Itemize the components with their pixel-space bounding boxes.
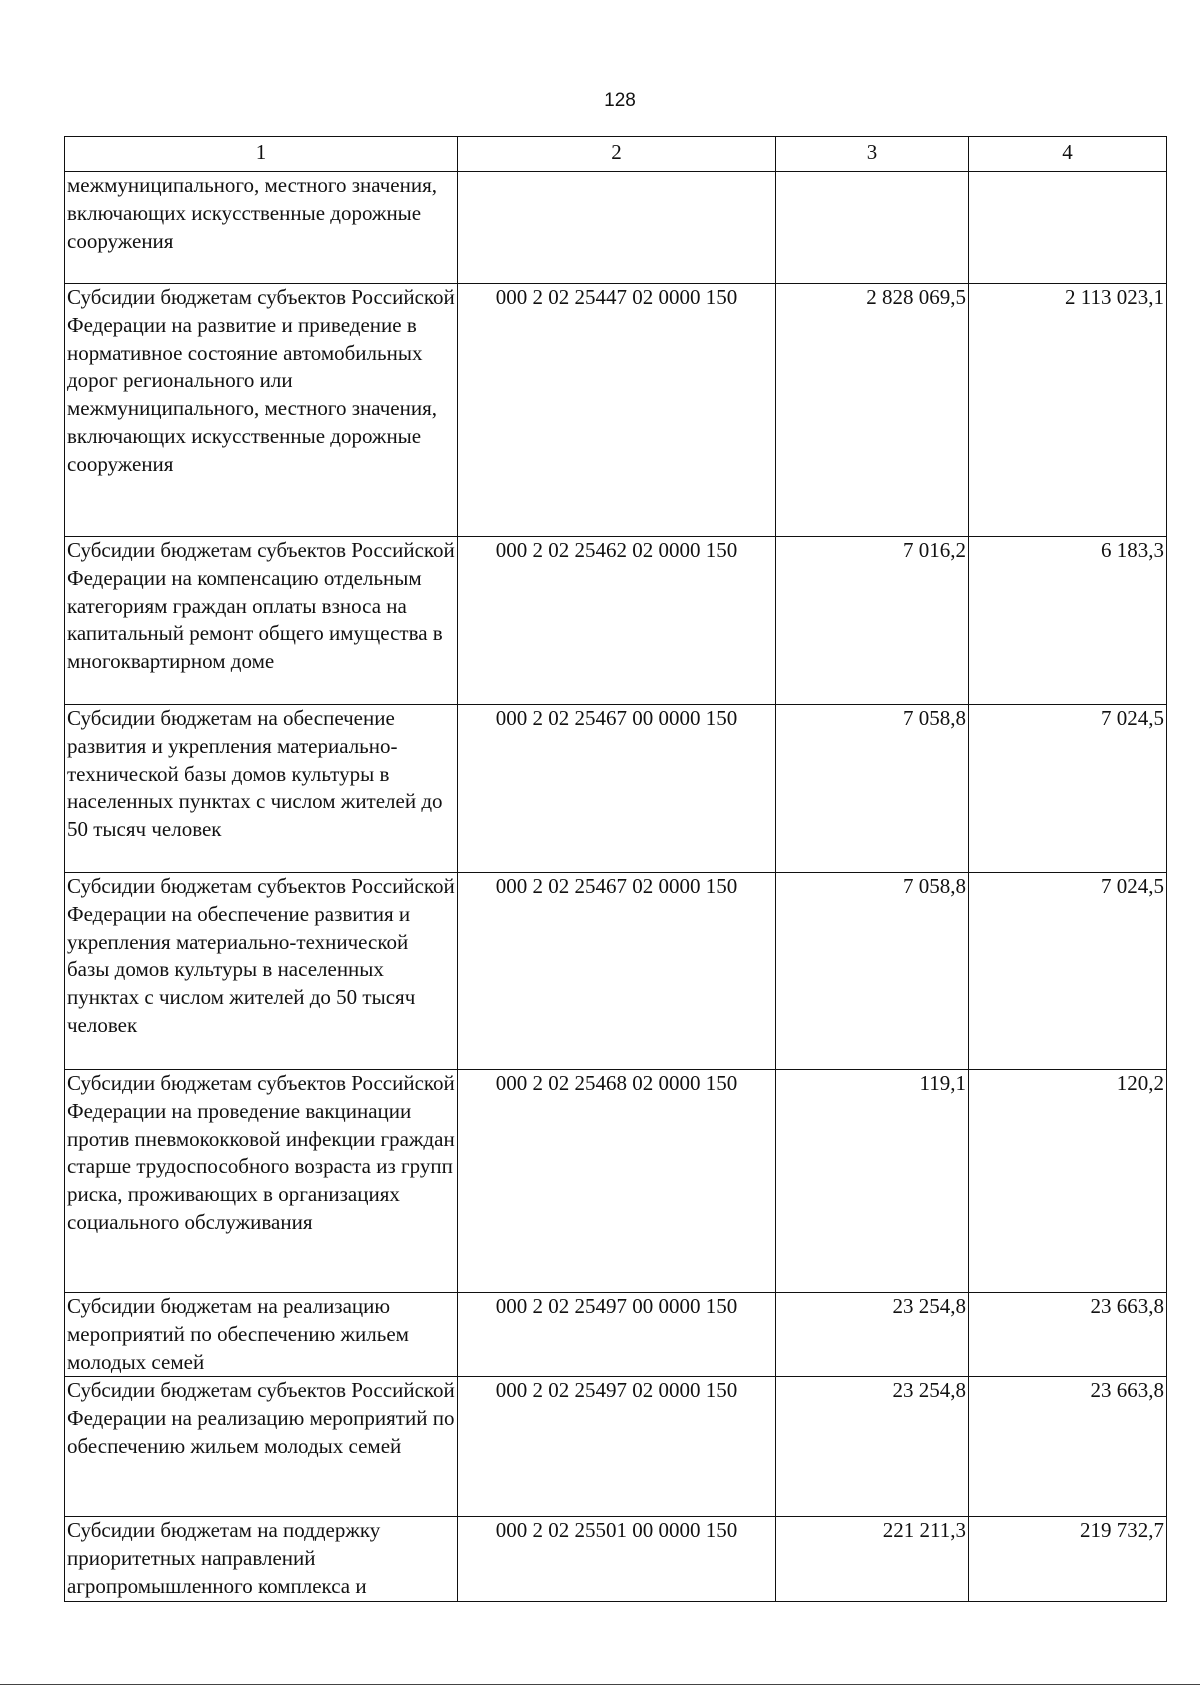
row-budget-code: 000 2 02 25447 02 0000 150 xyxy=(458,284,776,537)
row-value-col4: 2 113 023,1 xyxy=(969,284,1167,537)
row-value-col4: 23 663,8 xyxy=(969,1293,1167,1377)
table-row xyxy=(65,284,1167,537)
row-budget-code: 000 2 02 25467 02 0000 150 xyxy=(458,873,776,1070)
table-row xyxy=(65,1293,1167,1377)
table-row xyxy=(65,873,1167,1070)
bottom-rule xyxy=(0,1684,1200,1685)
table-row xyxy=(65,1377,1167,1517)
row-value-col4: 23 663,8 xyxy=(969,1377,1167,1517)
row-value-col4: 7 024,5 xyxy=(969,705,1167,873)
row-value-col3: 119,1 xyxy=(776,1070,969,1293)
row-value-col3: 221 211,3 xyxy=(776,1517,969,1601)
row-value-col4: 120,2 xyxy=(969,1070,1167,1293)
row-value-col3: 7 058,8 xyxy=(776,873,969,1070)
row-budget-code: 000 2 02 25462 02 0000 150 xyxy=(458,537,776,705)
row-value-col3: 23 254,8 xyxy=(776,1293,969,1377)
table-row xyxy=(65,172,1167,284)
table-row xyxy=(65,537,1167,705)
row-value-col3: 2 828 069,5 xyxy=(776,284,969,537)
row-description: Субсидии бюджетам субъектов Российской Федерации на развитие и приведение в нормативное состояние автомобильных дорог регионального или межмуниципального, местного значения, включающих искусственные дорожные сооружения xyxy=(65,284,458,537)
column-header-1: 1 xyxy=(65,137,458,172)
table-row xyxy=(65,705,1167,873)
row-description: межмуниципального, местного значения, включающих искусственные дорожные сооружения xyxy=(65,172,458,284)
row-budget-code: 000 2 02 25501 00 0000 150 xyxy=(458,1517,776,1601)
row-description: Субсидии бюджетам субъектов Российской Федерации на обеспечение развития и укрепления материально-технической базы домов культуры в населенных пунктах с числом жителей до 50 тысяч человек xyxy=(65,873,458,1070)
table-row xyxy=(65,1070,1167,1293)
row-budget-code: 000 2 02 25497 00 0000 150 xyxy=(458,1293,776,1377)
row-description: Субсидии бюджетам субъектов Российской Федерации на проведение вакцинации против пневмококковой инфекции граждан старше трудоспособного возраста из групп риска, проживающих в организациях социального обслуживания xyxy=(65,1070,458,1293)
table-row xyxy=(65,1517,1167,1601)
row-description: Субсидии бюджетам на обеспечение развития и укрепления материально-технической базы домов культуры в населенных пунктах с числом жителей до 50 тысяч человек xyxy=(65,705,458,873)
row-value-col4: 7 024,5 xyxy=(969,873,1167,1070)
row-description: Субсидии бюджетам на поддержку приоритетных направлений агропромышленного комплекса и xyxy=(65,1517,458,1601)
row-budget-code: 000 2 02 25468 02 0000 150 xyxy=(458,1070,776,1293)
row-value-col3: 7 058,8 xyxy=(776,705,969,873)
row-value-col4 xyxy=(969,172,1167,284)
row-value-col4: 219 732,7 xyxy=(969,1517,1167,1601)
row-value-col3: 23 254,8 xyxy=(776,1377,969,1517)
row-value-col4: 6 183,3 xyxy=(969,537,1167,705)
row-description: Субсидии бюджетам на реализацию мероприятий по обеспечению жильем молодых семей xyxy=(65,1293,458,1377)
page-number: 128 xyxy=(604,90,636,111)
row-value-col3 xyxy=(776,172,969,284)
row-description: Субсидии бюджетам субъектов Российской Федерации на компенсацию отдельным категориям граждан оплаты взноса на капитальный ремонт общего имущества в многоквартирном доме xyxy=(65,537,458,705)
row-description: Субсидии бюджетам субъектов Российской Федерации на реализацию мероприятий по обеспечению жильем молодых семей xyxy=(65,1377,458,1517)
column-header-4: 4 xyxy=(969,137,1167,172)
row-budget-code: 000 2 02 25497 02 0000 150 xyxy=(458,1377,776,1517)
row-budget-code xyxy=(458,172,776,284)
table-header-row xyxy=(65,137,1167,172)
row-value-col3: 7 016,2 xyxy=(776,537,969,705)
budget-table xyxy=(64,136,1167,1602)
column-header-2: 2 xyxy=(458,137,776,172)
row-budget-code: 000 2 02 25467 00 0000 150 xyxy=(458,705,776,873)
column-header-3: 3 xyxy=(776,137,969,172)
